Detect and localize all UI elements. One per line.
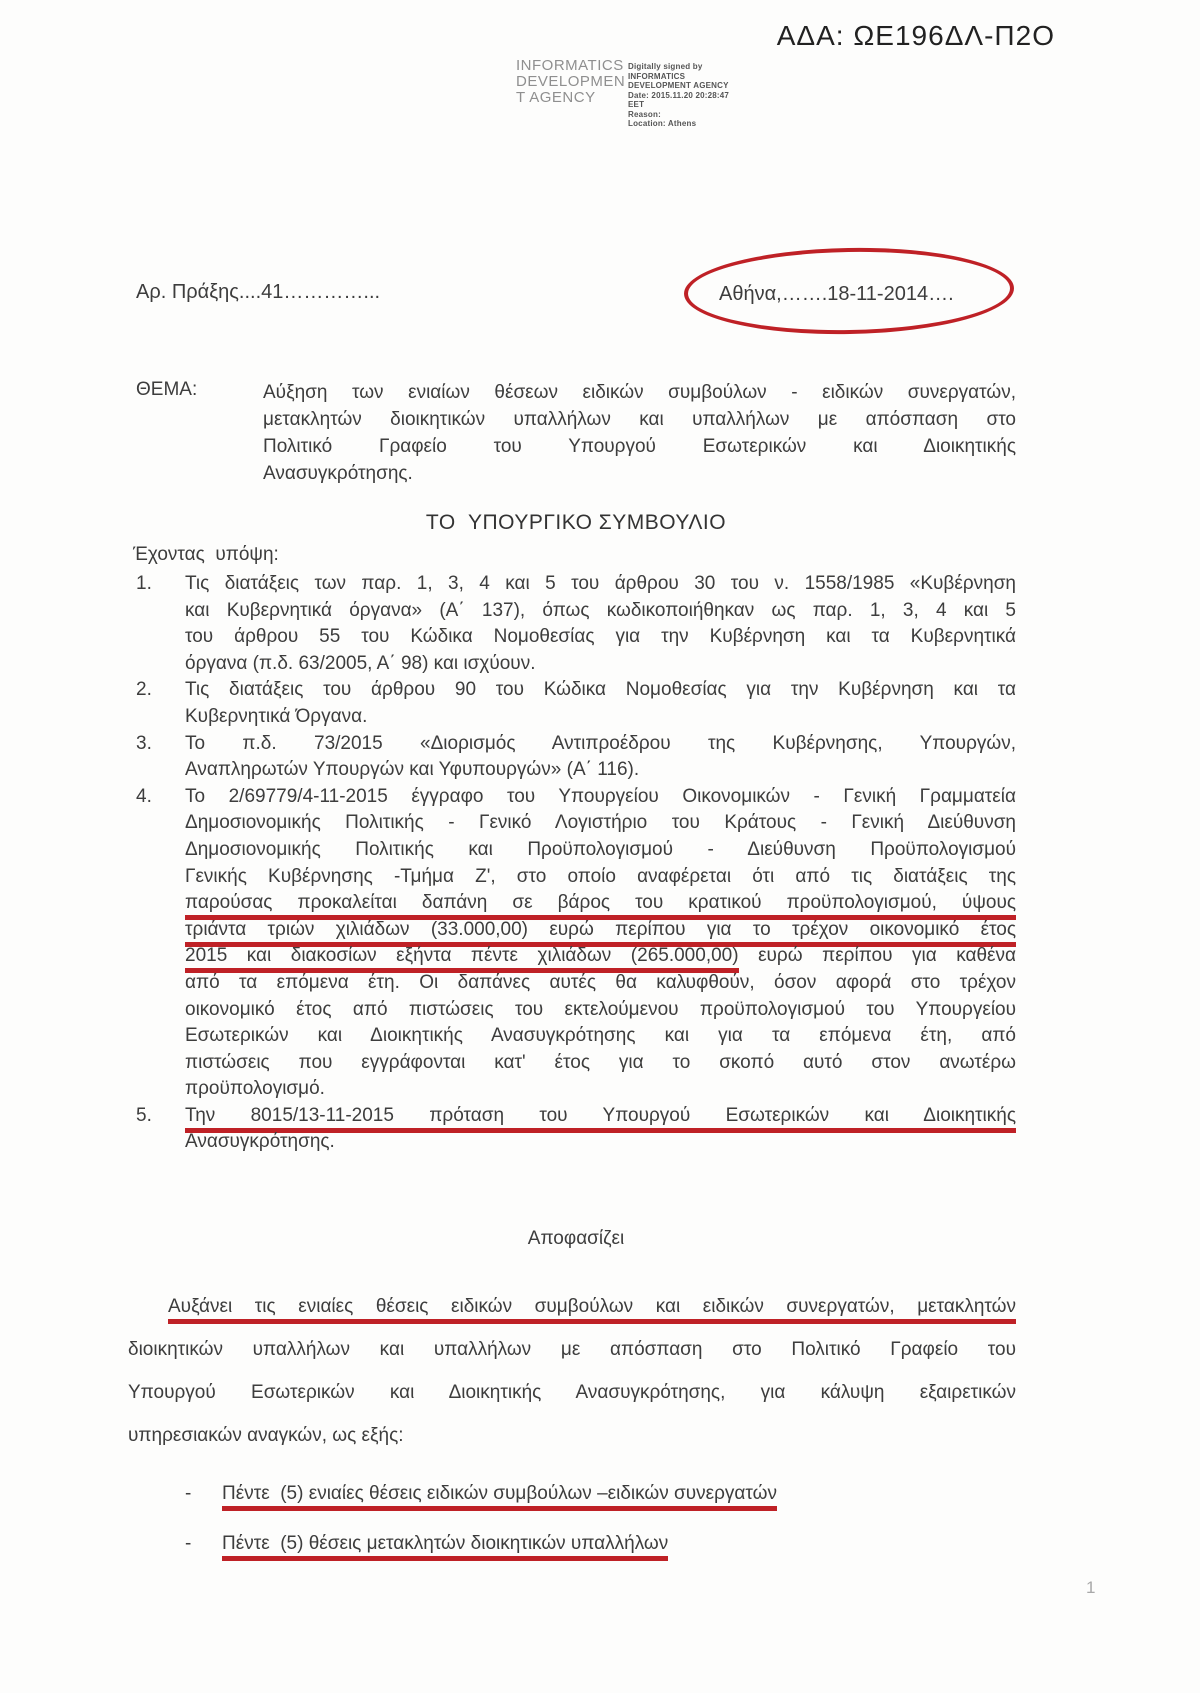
text-line <box>185 598 1016 625</box>
list-item <box>185 1480 975 1507</box>
text-line <box>128 1328 1016 1371</box>
list-item-text <box>185 784 1016 1103</box>
text-segment: Τις διατάξεις των παρ. 1, 3, 4 και 5 του άρθρου 30 του ν. 1558/1985 «Κυβέρνηση <box>185 573 1016 594</box>
text-line <box>185 970 1016 997</box>
list-item <box>185 1530 975 1557</box>
digital-signature-agency-stamp <box>516 58 625 106</box>
text-segment: διοικητικών υπαλλήλων και υπαλλήλων με απόσπαση στο Πολιτικό Γραφείο του <box>128 1339 1016 1360</box>
text-segment: και Κυβερνητικά όργανα» (Α΄ 137), όπως κωδικοποιήθηκαν ως παρ. 1, 3, 4 και 5 <box>185 599 1016 621</box>
text-segment: Reason: <box>628 109 661 119</box>
text-segment: Κυβερνητικά Όργανα. <box>185 705 368 727</box>
text-line <box>185 917 1016 944</box>
text-segment: Το π.δ. 73/2015 «Διορισμός Αντιπροέδρου της Κυβέρνησης, Υπουργών, <box>185 732 1016 754</box>
text-line <box>128 1414 1016 1457</box>
text-line <box>128 1285 1016 1328</box>
list-marker: 3. <box>136 732 152 754</box>
decides-heading: Αποφασίζει <box>527 1228 625 1249</box>
decision-paragraph <box>128 1285 1016 1457</box>
red-underlined-text: 2015 και διακοσίων εξήντα πέντε χιλιάδων (265.000,00) <box>185 945 739 973</box>
text-line <box>263 406 1016 433</box>
text-segment: του άρθρου 55 του Κώδικα Νομοθεσίας για την Κυβέρνηση και τα Κυβερνητικά <box>185 626 1016 648</box>
digital-signature-details <box>628 62 729 129</box>
text-line <box>185 784 1016 811</box>
text-line <box>185 731 1016 758</box>
list-item <box>136 731 1016 784</box>
red-underlined-text: Αυξάνει τις ενιαίες θέσεις ειδικών συμβούλων και ειδικών συνεργατών, μετακλητών <box>168 1296 1016 1324</box>
text-line <box>185 1076 1016 1103</box>
list-item <box>136 677 1016 730</box>
list-marker: 2. <box>136 679 152 701</box>
text-segment: Location: Athens <box>628 119 697 128</box>
list-item <box>136 571 1016 677</box>
red-underlined-text: παρούσας προκαλείται δαπάνη σε βάρος του κρατικού προϋπολογισμού, ύψους <box>185 892 1016 920</box>
ada-code: ΑΔΑ: ΩΕ196ΔΛ-Π2Ο <box>776 20 1055 51</box>
red-underlined-text: Πέντε (5) θέσεις μετακλητών διοικητικών υπαλλήλων <box>222 1533 668 1561</box>
text-line <box>185 1129 1016 1156</box>
text-line <box>222 1480 975 1507</box>
text-segment: Δημοσιονομικής Πολιτικής και Προϋπολογισμού - Διεύθυνση Προϋπολογισμού <box>185 838 1016 860</box>
text-line <box>185 1050 1016 1077</box>
text-line <box>628 110 729 120</box>
red-underlined-text: τριάντα τριών χιλιάδων (33.000,00) ευρώ περίπου για το τρέχον οικονομικό έτος <box>185 919 1016 947</box>
having-regard-label: Έχοντας υπόψη: <box>133 544 279 565</box>
positions-bullet-list <box>185 1480 975 1580</box>
text-line <box>185 677 1016 704</box>
text-line <box>185 571 1016 598</box>
text-line <box>628 62 729 72</box>
text-segment: μετακλητών διοικητικών υπαλλήλων και υπαλλήλων με απόσπαση στο <box>263 409 1016 430</box>
text-segment: Εσωτερικών και Διοικητικής Ανασυγκρότησης και για τα επόμενα έτη, από <box>185 1025 1016 1047</box>
text-line <box>185 624 1016 651</box>
text-line <box>185 943 1016 970</box>
considerations-list <box>136 571 1016 1156</box>
text-segment: Date: 2015.11.20 20:28:47 <box>628 90 730 100</box>
text-segment: Υπουργού Εσωτερικών και Διοικητικής Ανασυγκρότησης, για κάλυψη εξαιρετικών <box>128 1382 1016 1403</box>
text-segment: υπηρεσιακών αναγκών, ως εξής: <box>128 1425 404 1446</box>
subject-label: ΘΕΜΑ: <box>136 379 198 400</box>
text-segment: προϋπολογισμό. <box>185 1078 325 1100</box>
text-segment: πιστώσεις που εγγράφονται κατ' έτος για το σκοπό αυτό στον ανωτέρω <box>185 1051 1016 1073</box>
page-number: 1 <box>1086 1578 1096 1597</box>
text-segment: Ανασυγκρότησης. <box>185 1131 335 1153</box>
text-line <box>263 433 1016 460</box>
text-line <box>185 890 1016 917</box>
text-segment: Πολιτικό Γραφείο του Υπουργού Εσωτερικών και Διοικητικής <box>263 436 1016 457</box>
list-item-text <box>222 1480 975 1507</box>
text-segment: T AGENCY <box>516 89 596 106</box>
text-line <box>263 379 1016 406</box>
text-line <box>516 74 625 90</box>
text-segment: οικονομικό έτος από πιστώσεις του εκτελούμενου προϋπολογισμού του Υπουργείου <box>185 998 1016 1020</box>
text-segment: Το 2/69779/4-11-2015 έγγραφο του Υπουργείου Οικονομικών - Γενική Γραμματεία <box>185 785 1016 807</box>
text-line <box>185 1023 1016 1050</box>
text-segment: από τα επόμενα έτη. Οι δαπάνες αυτές θα καλυφθούν, όσον αφορά στο τρέχον <box>185 971 1016 993</box>
text-line <box>185 704 1016 731</box>
text-line <box>263 460 1016 487</box>
list-marker: 4. <box>136 785 152 807</box>
red-underlined-text: Την 8015/13-11-2015 πρόταση του Υπουργού Εσωτερικών και Διοικητικής <box>185 1105 1016 1133</box>
text-line <box>516 90 625 106</box>
list-marker: 5. <box>136 1104 152 1126</box>
list-item-text <box>185 677 1016 730</box>
text-line <box>185 864 1016 891</box>
text-segment: DEVELOPMENT AGENCY <box>628 81 729 90</box>
text-segment: ευρώ περίπου για καθένα <box>738 945 1016 967</box>
list-item-text <box>185 1103 1016 1156</box>
text-line <box>628 91 729 101</box>
text-line <box>185 837 1016 864</box>
text-line <box>185 810 1016 837</box>
text-line <box>185 997 1016 1024</box>
text-line <box>128 1371 1016 1414</box>
text-line <box>628 72 729 82</box>
text-segment: EET <box>628 100 645 109</box>
red-underlined-text: Πέντε (5) ενιαίες θέσεις ειδικών συμβούλων –ειδικών συνεργατών <box>222 1483 777 1511</box>
text-segment: DEVELOPMEN <box>516 73 626 90</box>
text-segment: όργανα (π.δ. 63/2005, Α΄ 98) και ισχύουν. <box>185 652 536 674</box>
city-and-date: Αθήνα,…….18-11-2014…. <box>719 283 954 305</box>
text-line <box>628 81 729 91</box>
list-marker: - <box>185 1533 192 1554</box>
text-segment: Γενικής Κυβέρνησης -Τμήμα Ζ', στο οποίο αναφέρεται ότι από τις διατάξεις της <box>185 865 1016 887</box>
text-segment: Δημοσιονομικής Πολιτικής - Γενικό Λογιστήριο του Κράτους - Γενική Διεύθυνση <box>185 812 1016 834</box>
text-line <box>516 58 625 74</box>
text-segment: Ανασυγκρότησης. <box>263 463 413 484</box>
list-item-text <box>185 571 1016 677</box>
list-item <box>136 1103 1016 1156</box>
text-segment: Digitally signed by <box>628 62 703 71</box>
list-item <box>136 784 1016 1103</box>
list-item-text <box>185 731 1016 784</box>
act-number: Αρ. Πράξης....41…………... <box>136 281 381 303</box>
text-line <box>628 100 729 110</box>
list-marker: 1. <box>136 573 152 594</box>
list-item-text <box>222 1530 975 1557</box>
text-segment: Αύξηση των ενιαίων θέσεων ειδικών συμβούλων - ειδικών συνεργατών, <box>263 382 1016 403</box>
list-marker: - <box>185 1483 192 1504</box>
subject-text <box>263 379 1016 487</box>
text-segment: Αναπληρωτών Υπουργών και Υφυπουργών» (Α΄ 116). <box>185 759 640 781</box>
text-segment: INFORMATICS <box>628 71 686 81</box>
text-line <box>185 1103 1016 1130</box>
text-line <box>628 119 729 129</box>
text-segment: INFORMATICS <box>516 57 624 74</box>
text-segment: Τις διατάξεις του άρθρου 90 του Κώδικα Νομοθεσίας για την Κυβέρνηση και τα <box>185 679 1016 701</box>
text-line <box>185 651 1016 678</box>
council-heading: ΤΟ ΥΠΟΥΡΓΙΚΟ ΣΥΜΒΟΥΛΙΟ <box>425 511 727 534</box>
text-line <box>185 757 1016 784</box>
text-line <box>222 1530 975 1557</box>
